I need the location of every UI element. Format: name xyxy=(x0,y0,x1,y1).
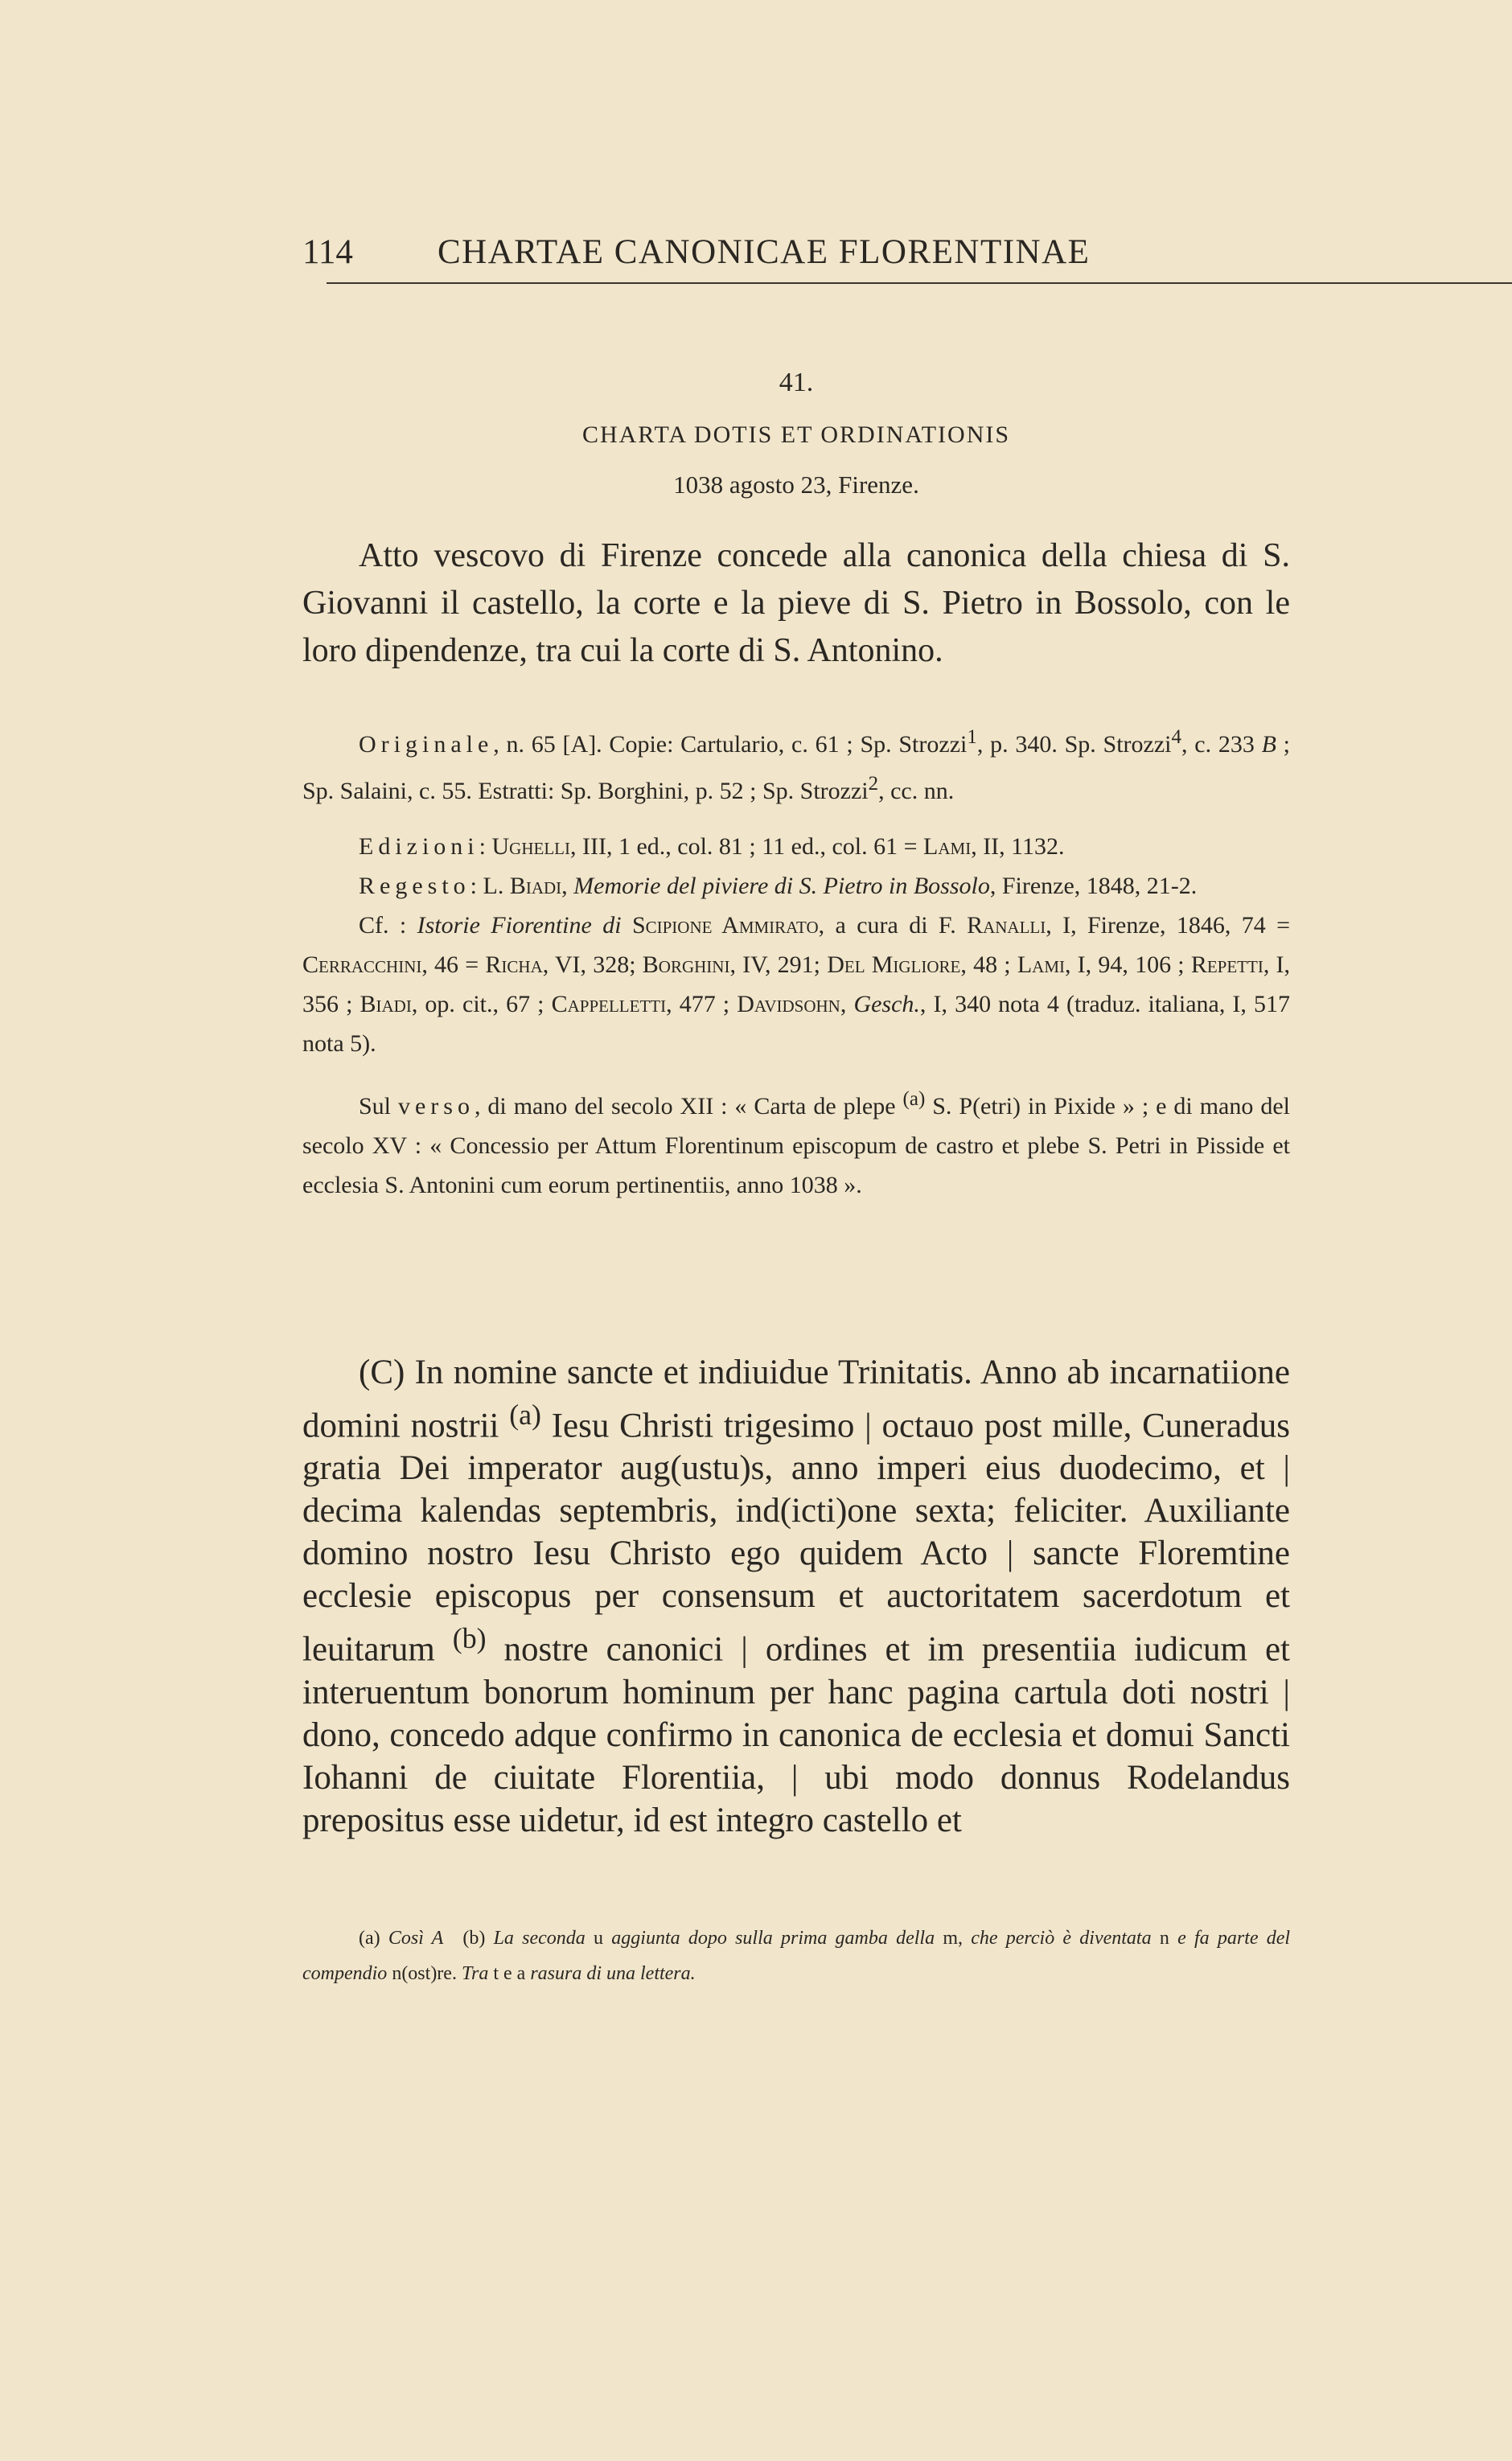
document-number: 41. xyxy=(779,368,814,397)
charter-text: (C) In nomine sancte et indiuidue Trinitatis. Anno ab incarnatiione domini nostrii $^{(a)}$ Iesu Christi trigesimo | octauo post mille, Cuneradus gratia Dei imperator aug(ustu)s, anno imperi eius duodecimo, et | decima kalendas septembris, ind(icti)one sexta; feliciter. Auxiliante domino nostro Iesu Christo ego quidem Acto | sancte Floremtine ecclesie episcopus per consensum et auctoritatem sacerdotum et leuitarum $^{(b)}$ nostre canonici | ordines et im presentiia iudicum et interuentum bonorum hominum per hanc pagina cartula doti nostri | dono, concedo adque confirmo in canonica de ecclesia et domui Sancti Iohanni de ciuitate Florentiia, | ubi modo donnus Rodelandus prepositus esse uidetur, id est integro castello et xyxy=(302,1354,1290,1839)
document-date: 1038 agosto 23, Firenze. xyxy=(673,470,919,499)
editions-paragraph: Edizioni: Ughelli, III, 1 ed., col. 81 ; 11 ed., col. 61 = Lami, II, 1132. xyxy=(359,833,1065,860)
note-mark-a: (a) xyxy=(509,1399,541,1431)
critical-apparatus xyxy=(302,717,1290,1205)
footnotes xyxy=(302,1921,1290,1991)
regesto-paragraph: Regesto: L. Biadi, Memorie del piviere di S. Pietro in Bossolo, Firenze, 1848, 21-2. xyxy=(359,873,1198,899)
header-rule xyxy=(327,282,1512,284)
note-mark-b: (b) xyxy=(452,1622,487,1655)
verso-paragraph: Sul verso, di mano del secolo XII : « Carta de plepe $^{(a)}$ S. P(etri) in Pixide » ; e di mano del secolo XV : « Concessio per Attum Florentinum episcopum de castro et plebe S. Petri in Pisside et ecclesia S. Antonini cum eorum pertinentiis, anno 1038 ». xyxy=(302,1088,1290,1198)
footnote-a: (a) Così A xyxy=(359,1928,444,1949)
document-title: CHARTA DOTIS ET ORDINATIONIS xyxy=(581,421,1011,448)
regest-summary: Atto vescovo di Firenze concede alla canonica della chiesa di S. Giovanni il castello, la corte e la pieve di S. Pietro in Bossolo, con le loro dipendenze, tra cui la corte di S. Antonino. xyxy=(302,537,1290,669)
footnote-b: (b) La seconda u aggiunta dopo sulla prima gamba della m, che perciò è diventata n e fa parte del compendio n(ost)re. Tra t e a rasura di una lettera. xyxy=(302,1928,1291,1984)
tradition-paragraph: Originale, n. 65 [A]. Copie: Cartulario, c. 61 ; Sp. Strozzi$^1$, p. 340. Sp. Strozzi$^4$, c. 233 B ; Sp. Salaini, c. 55. Estratti: Sp. Borghini, p. 52 ; Sp. Strozzi$^2$, cc. nn. xyxy=(302,726,1290,804)
cf-paragraph: Cf. : Istorie Fiorentine di Scipione Ammirato, a cura di F. Ranalli, I, Firenze, 1846, 74 = Cerracchini, 46 = Richa, VI, 328; Borghini, IV, 291; Del Migliore, 48 ; Lami, I, 94, 106 ; Repetti, I, 356 ; Biadi, op. cit., 67 ; Cappelletti, 477 ; Davidsohn, Gesch., I, 340 nota 4 (traduz. italiana, I, 517 nota 5). xyxy=(302,912,1291,1057)
running-header xyxy=(302,230,1290,286)
page-number: 114 xyxy=(302,233,353,271)
running-title: CHARTAE CANONICAE FLORENTINAE xyxy=(438,233,1091,271)
